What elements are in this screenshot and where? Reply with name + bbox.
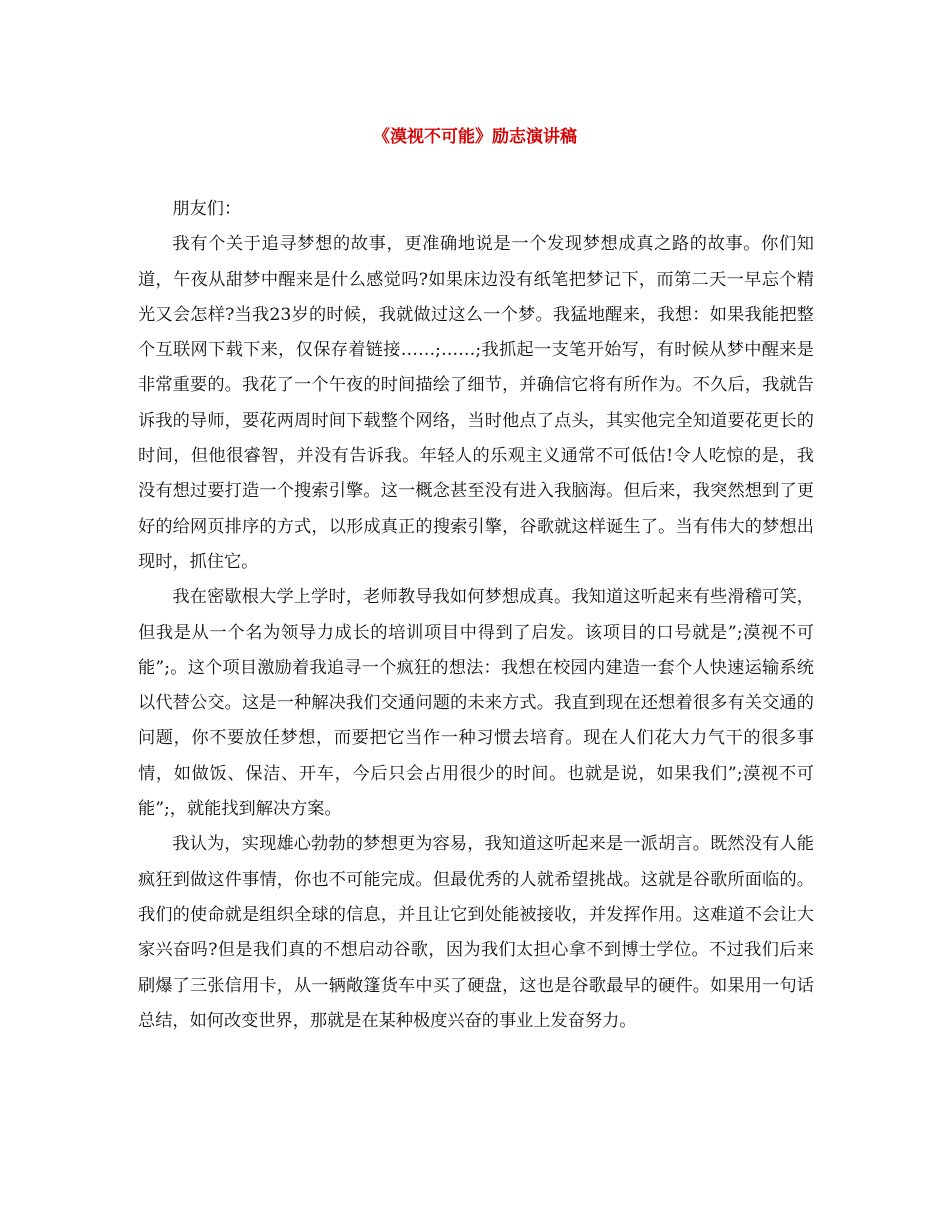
paragraph: 我有个关于追寻梦想的故事，更准确地说是一个发现梦想成真之路的故事。你们知道，午夜从甜梦中醒来是什么感觉吗?如果床边没有纸笔把梦记下，而第二天一早忘个精光又会怎样?当我23岁的时候，我就做过这么一个梦。我猛地醒来，我想：如果我能把整个互联网下载下来，仅保存着链接……;……;我抓起一支笔开始写，有时候从梦中醒来是非常重要的。我花了一个午夜的时间描绘了细节，并确信它将有所作为。不久后，我就告诉我的导师，要花两周时间下载整个网络，当时他点了点头，其实他完全知道要花更长的时间，但他很睿智，并没有告诉我。年轻人的乐观主义通常不可低估!令人吃惊的是，我没有想过要打造一个搜索引擎。这一概念甚至没有进入我脑海。但后来，我突然想到了更好的给网页排序的方式，以形成真正的搜索引擎，谷歌就这样诞生了。当有伟大的梦想出现时，抓住它。 <box>138 234 814 572</box>
paragraph-greeting: 朋友们： <box>172 199 242 219</box>
document-body <box>138 192 814 1039</box>
paragraph: 我认为，实现雄心勃勃的梦想更为容易，我知道这听起来是一派胡言。既然没有人能疯狂到做这件事情，你也不可能完成。但最优秀的人就希望挑战。这就是谷歌所面临的。我们的使命就是组织全球的信息，并且让它到处能被接收，并发挥作用。这难道不会让大家兴奋吗?但是我们真的不想启动谷歌，因为我们太担心拿不到博士学位。不过我们后来刷爆了三张信用卡，从一辆敞篷货车中买了硬盘，这也是谷歌最早的硬件。如果用一句话总结，如何改变世界，那就是在某种极度兴奋的事业上发奋努力。 <box>138 834 814 1031</box>
paragraph: 我在密歇根大学上学时，老师教导我如何梦想成真。我知道这听起来有些滑稽可笑，但我是从一个名为领导力成长的培训项目中得到了启发。该项目的口号就是”;漠视不可能”;。这个项目激励着我追寻一个疯狂的想法：我想在校园内建造一套个人快速运输系统以代替公交。这是一种解决我们交通问题的未来方式。我直到现在还想着很多有关交通的问题，你不要放任梦想，而要把它当作一种习惯去培育。现在人们花大力气干的很多事情，如做饭、保洁、开车，今后只会占用很少的时间。也就是说，如果我们”;漠视不可能”;，就能找到解决方案。 <box>138 587 814 820</box>
document-title: 《漠视不可能》励志演讲稿 <box>373 127 577 147</box>
